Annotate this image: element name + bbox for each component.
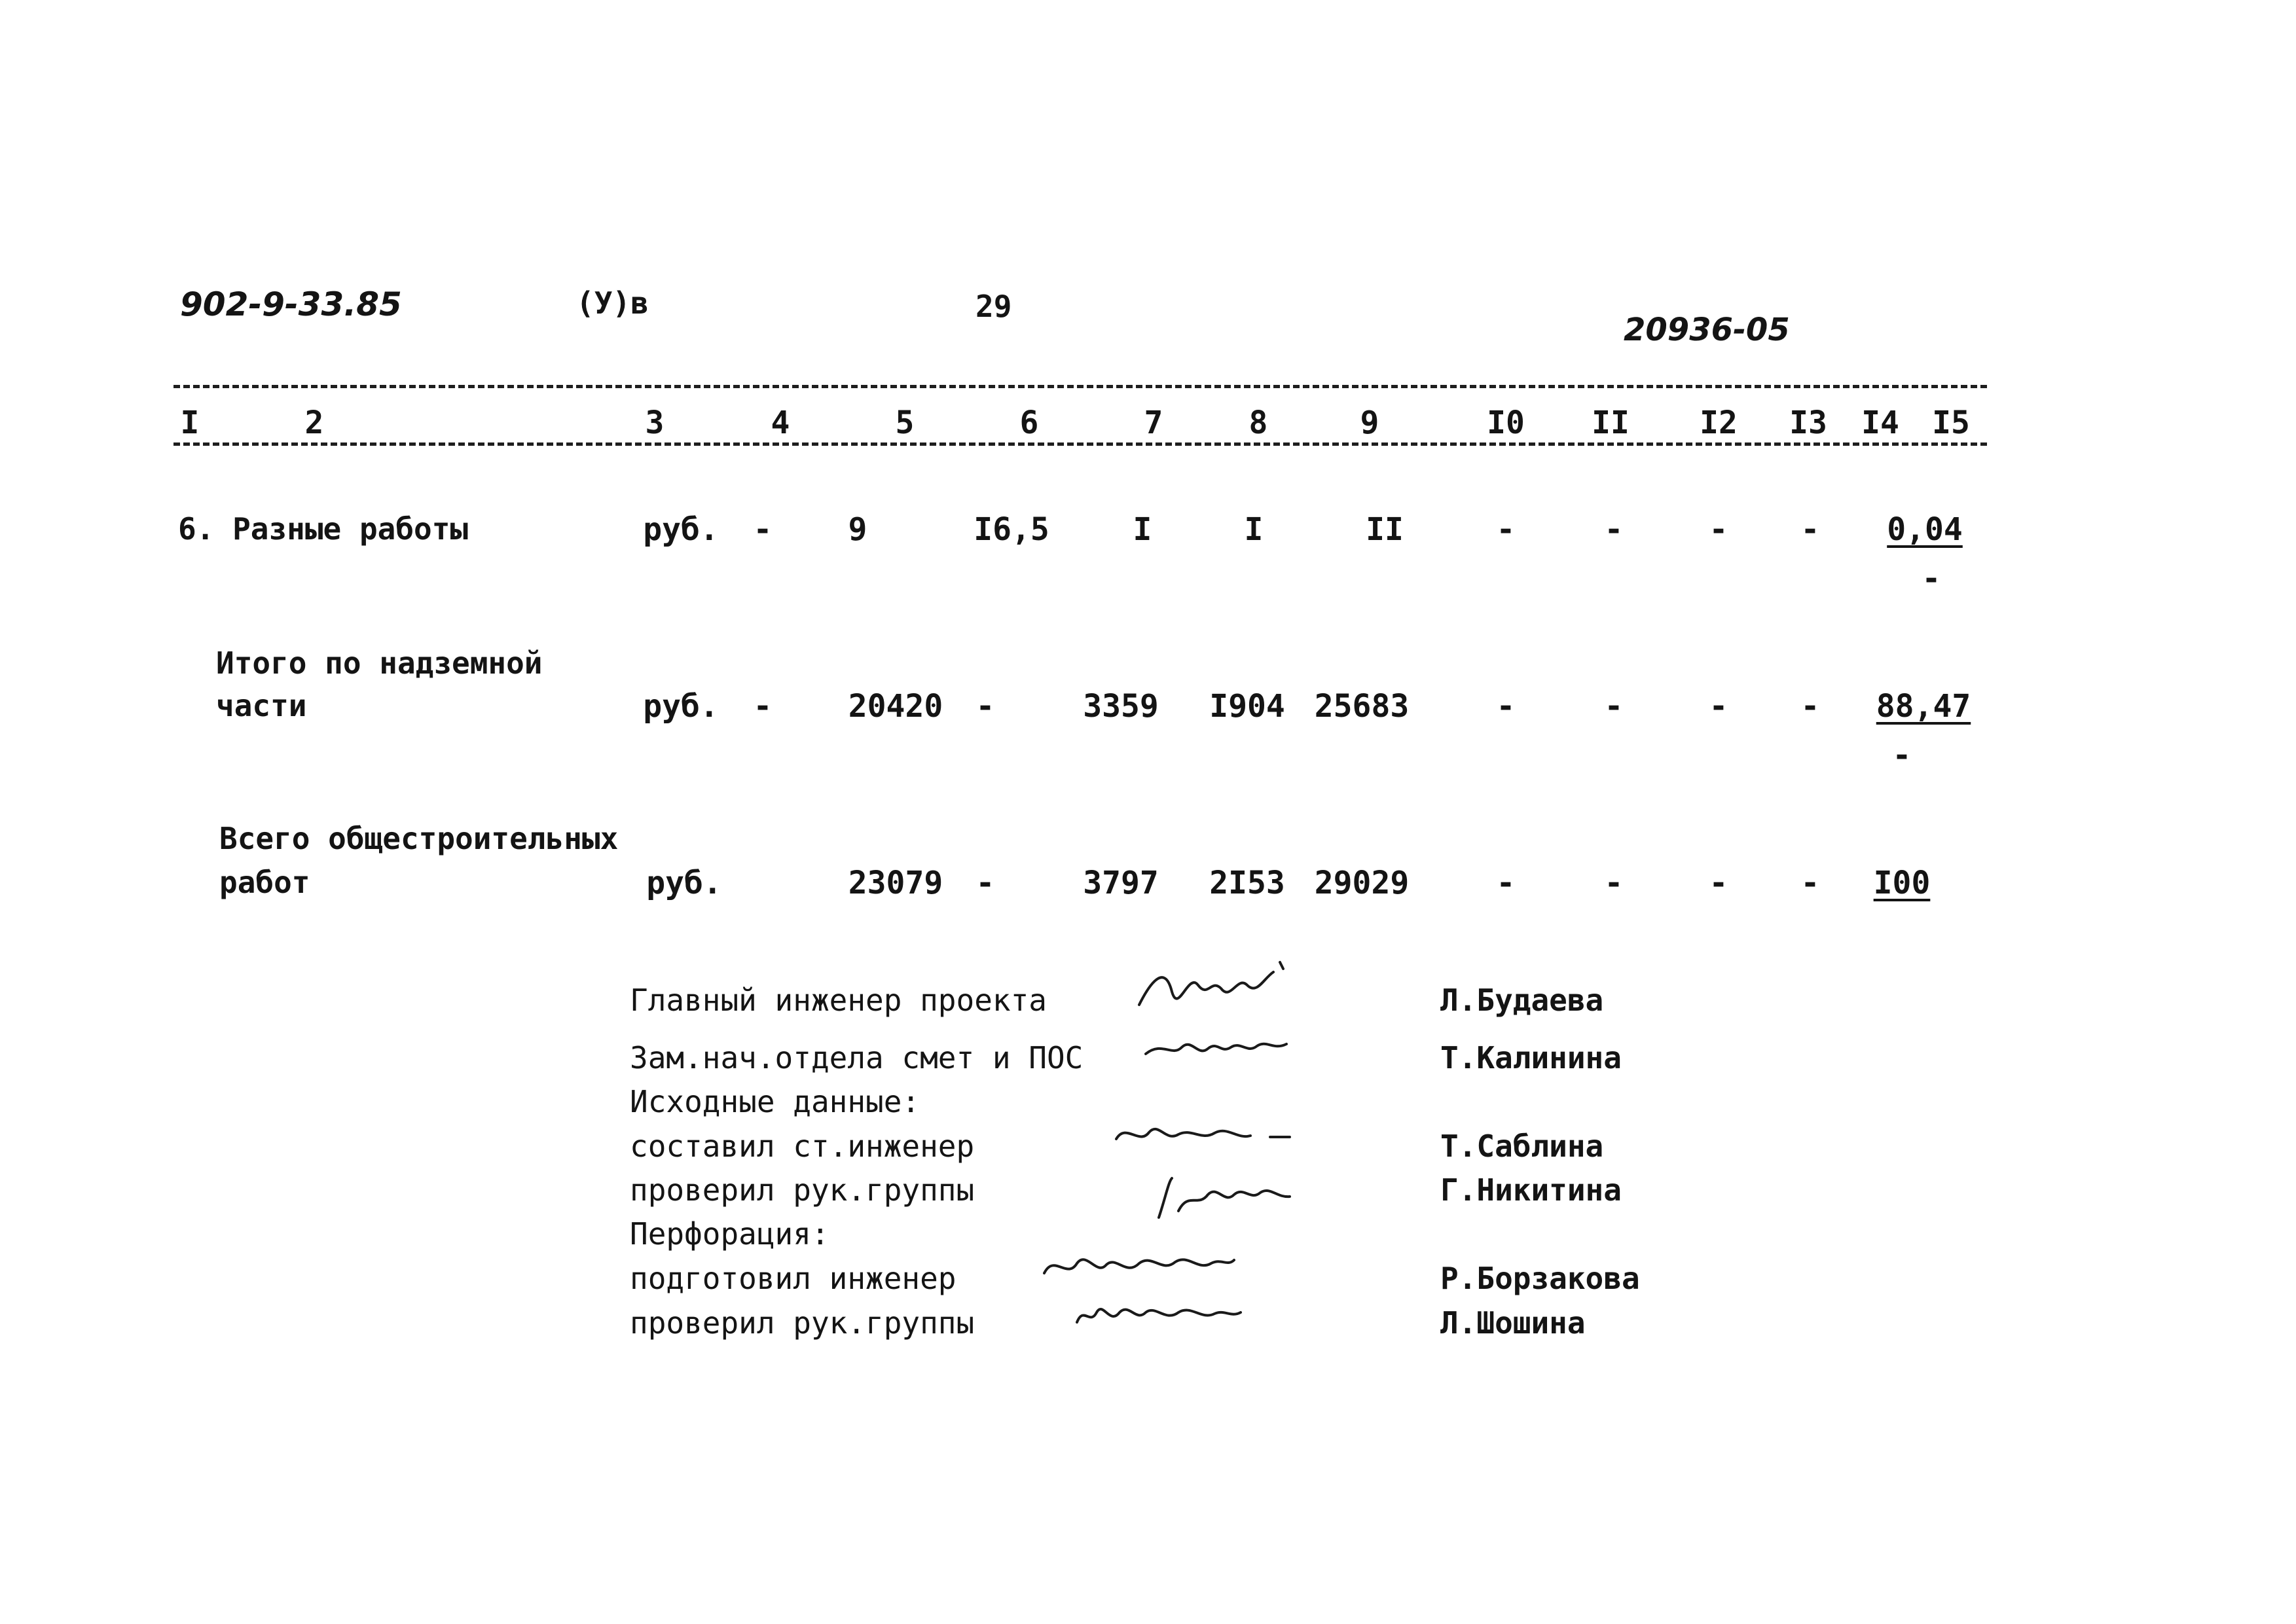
signature-name: Л.Шошина <box>1440 1305 1586 1341</box>
cell-c14: 0,04 <box>1887 511 1963 548</box>
cell-c3: руб. <box>643 511 719 548</box>
row-label: Всего общестроительных <box>219 821 619 856</box>
cell-c12: - <box>1709 865 1728 901</box>
cell-c4: - <box>753 688 773 725</box>
column-number: 4 <box>771 405 790 441</box>
column-number: 9 <box>1360 405 1379 441</box>
cell-c13: - <box>1800 865 1820 901</box>
signature-role: подготовил инженер <box>630 1261 957 1296</box>
signature-name: Т.Саблина <box>1440 1128 1604 1164</box>
signature-name: Л.Будаева <box>1440 983 1604 1018</box>
cell-c5: 20420 <box>848 688 943 725</box>
signature-role: проверил рук.группы <box>630 1305 975 1341</box>
signature-name: Г.Никитина <box>1440 1172 1622 1208</box>
cell-c15: - <box>1922 560 1941 597</box>
cell-c6: I6,5 <box>974 511 1049 548</box>
cell-c13: - <box>1800 688 1820 725</box>
column-number: 7 <box>1144 405 1163 441</box>
cell-c3: руб. <box>643 688 719 725</box>
cell-c7: 3359 <box>1083 688 1159 725</box>
cell-c11: - <box>1604 511 1624 548</box>
handwritten-signature <box>1041 1244 1237 1290</box>
cell-c3: руб. <box>646 865 722 901</box>
signature-role: составил ст.инженер <box>630 1128 975 1164</box>
cell-c9: II <box>1366 511 1404 548</box>
cell-c13: - <box>1800 511 1820 548</box>
cell-c12: - <box>1709 511 1728 548</box>
row-label: работ <box>219 865 310 900</box>
column-number: 5 <box>895 405 915 441</box>
signature-section-label: Исходные данные: <box>630 1084 920 1119</box>
cell-c4: - <box>753 511 773 548</box>
cell-c10: - <box>1496 688 1516 725</box>
signature-name: Р.Борзакова <box>1440 1261 1640 1296</box>
cell-c15: - <box>1892 737 1912 774</box>
column-number: I0 <box>1487 405 1525 441</box>
cell-c5: 9 <box>848 511 867 548</box>
handwritten-signature <box>1074 1293 1244 1332</box>
cell-c10: - <box>1496 511 1516 548</box>
cell-c7: I <box>1133 511 1152 548</box>
column-number: 8 <box>1248 405 1268 441</box>
cell-c6: - <box>975 688 995 725</box>
doc-marker: (У)в <box>576 285 649 321</box>
cell-c14: I00 <box>1873 865 1931 901</box>
column-number: I <box>180 405 200 441</box>
signature-role: Зам.нач.отдела смет и ПОС <box>630 1040 1084 1075</box>
page-number: 29 <box>975 289 1012 324</box>
doc-code: 902-9-33.85 <box>180 285 402 323</box>
column-number: I2 <box>1700 405 1738 441</box>
column-number: II <box>1592 405 1630 441</box>
cell-c8: I904 <box>1209 688 1285 725</box>
column-number: 2 <box>304 405 324 441</box>
column-number: I3 <box>1789 405 1827 441</box>
cell-c11: - <box>1604 865 1624 901</box>
signature-section-label: Перфорация: <box>630 1216 829 1252</box>
cell-c7: 3797 <box>1083 865 1159 901</box>
cell-c10: - <box>1496 865 1516 901</box>
handwritten-signature <box>1113 1116 1309 1155</box>
cell-c6: - <box>975 865 995 901</box>
handwritten-signature <box>1142 1028 1293 1067</box>
signature-name: Т.Калинина <box>1440 1040 1622 1075</box>
cell-c14: 88,47 <box>1876 688 1971 725</box>
row-label: части <box>216 688 307 723</box>
header-dashed-rule <box>173 442 1987 446</box>
cell-c12: - <box>1709 688 1728 725</box>
signature-role: проверил рук.группы <box>630 1172 975 1208</box>
column-number: I4 <box>1861 405 1899 441</box>
row-label: 6. Разные работы <box>178 511 469 547</box>
handwritten-signature <box>1133 952 1290 1024</box>
cell-c11: - <box>1604 688 1624 725</box>
handwritten-signature <box>1152 1172 1296 1224</box>
cell-c8: I <box>1244 511 1264 548</box>
column-number: 6 <box>1019 405 1039 441</box>
cell-c9: 29029 <box>1314 865 1410 901</box>
signature-role: Главный инженер проекта <box>630 983 1047 1018</box>
row-label: Итого по надземной <box>216 645 543 681</box>
cell-c9: 25683 <box>1314 688 1410 725</box>
cell-c8: 2I53 <box>1209 865 1285 901</box>
archive-number: 20936-05 <box>1624 312 1790 348</box>
column-number: 3 <box>645 405 665 441</box>
top-dashed-rule <box>173 385 1987 388</box>
column-number: I5 <box>1932 405 1970 441</box>
cell-c5: 23079 <box>848 865 943 901</box>
